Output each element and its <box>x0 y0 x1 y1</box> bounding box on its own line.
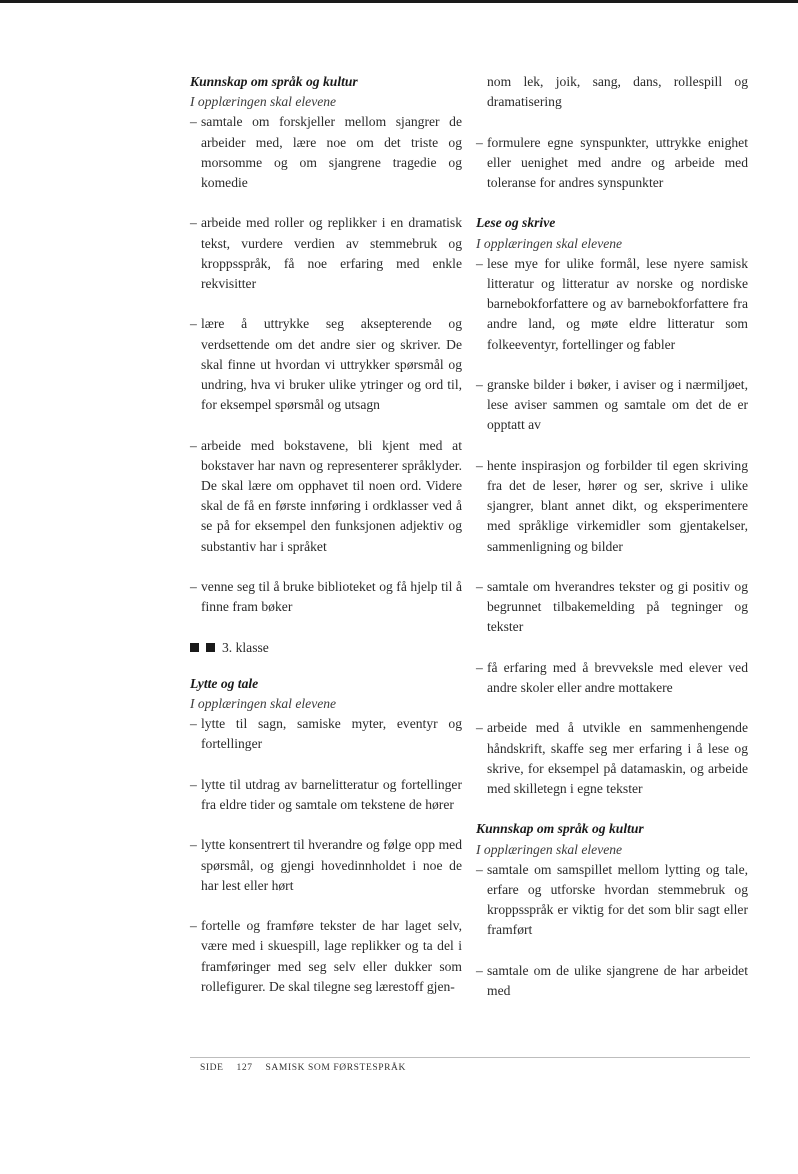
section-subheading: I opplæringen skal elevene <box>476 841 623 857</box>
continued-text: nom lek, joik, sang, dans, rollespill og dramatisering <box>487 74 748 110</box>
list-item: – arbeide med roller og replikker i en dramatisk tekst, vurdere verdien av stemmebruk og kroppsspråk, få noe erfaring med enkle rekvisitter <box>190 213 462 294</box>
list-item: – lytte til sagn, samiske myter, eventyr og fortellinger <box>190 714 462 754</box>
list-item: – hente inspirasjon og forbilder til egen skriving fra det de leser, hører og ser, skrive i ulike sjangrer, blant annet dikt, og eksperimentere med språklige virkemidler som gjentakelser, sammenligning og bilder <box>476 456 748 557</box>
list-item: – lytte til utdrag av barnelitteratur og fortellinger fra eldre tider og samtale om tekstene de hører <box>190 775 462 815</box>
section-subheading: I opplæringen skal elevene <box>476 235 623 251</box>
top-border-line <box>0 0 798 3</box>
left-column <box>190 72 462 997</box>
list-item: – lære å uttrykke seg aksepterende og verdsettende om det andre sier og skriver. De skal finne ut hvordan vi uttrykker spørsmål og undring, hva vi bruker ulike ytringer og ord til, for eksempel spørsmål og utsagn <box>190 314 462 415</box>
square-bullet-icon <box>190 643 199 652</box>
section-subheading: I opplæringen skal elevene <box>190 696 337 712</box>
grade-heading <box>190 638 462 658</box>
list-item: – lytte konsentrert til hverandre og følge opp med spørsmål, og gjengi hovedinnholdet i noe de har lest eller hørt <box>190 835 462 896</box>
right-column <box>476 72 748 1001</box>
list-item: – arbeide med å utvikle en sammenhengende håndskrift, skaffe seg mer erfaring i å lese og skrive, for eksempel på datamaskin, og arbeide med skilletegn i egne tekster <box>476 718 748 799</box>
list-item: – samtale om forskjeller mellom sjangrer de arbeider med, lære noe om det triste og morsomme og om sjangrene tragedie og komedie <box>190 112 462 193</box>
list-item: – få erfaring med å brevveksle med elever ved andre skoler eller andre mottakere <box>476 658 748 698</box>
page-footer <box>200 1063 416 1073</box>
section-subheading: I opplæringen skal elevene <box>190 94 337 110</box>
list-item: – venne seg til å bruke biblioteket og få hjelp til å finne fram bøker <box>190 577 462 617</box>
footer-title: SAMISK SOM FØRSTESPRÅK <box>265 1063 406 1073</box>
section-heading: Lese og skrive <box>476 215 556 231</box>
section-heading: Kunnskap om språk og kultur <box>476 821 644 837</box>
list-item: – fortelle og framføre tekster de har laget selv, være med i skuespill, lage replikker og ta del i framføringer med seg selv eller dukker som rollefigurer. De skal tilegne seg lærestoff gjen- <box>190 916 462 997</box>
page-number: 127 <box>236 1063 253 1073</box>
list-item: – formulere egne synspunkter, uttrykke enighet eller uenighet med andre og arbeide med toleranse for andres synspunkter <box>476 133 748 194</box>
section-heading: Kunnskap om språk og kultur <box>190 74 358 89</box>
list-item: – arbeide med bokstavene, bli kjent med at bokstaver har navn og representerer språklyder. De skal lære om opphavet til noen ord. Videre skal de få en første innføring i ordklasser ved å se på for eksempel den funksjonen adjektiv og substantiv har i språket <box>190 436 462 557</box>
list-item: – samtale om hverandres tekster og gi positiv og begrunnet tilbakemelding på tegninger og tekster <box>476 577 748 638</box>
footer-divider <box>190 1057 750 1058</box>
footer-side-label: SIDE <box>200 1063 224 1073</box>
list-item: – samtale om de ulike sjangrene de har arbeidet med <box>476 961 748 1001</box>
grade-label: 3. klasse <box>222 639 269 655</box>
list-item: – lese mye for ulike formål, lese nyere samisk litteratur og litteratur av norske og nordiske barnebokforfattere og av barnebokforfattere fra andre land, og møte eldre litteratur som folkeeventyr, fortellinger og fabler <box>476 254 748 355</box>
list-item: – granske bilder i bøker, i aviser og i nærmiljøet, lese aviser sammen og samtale om det de er opptatt av <box>476 375 748 436</box>
square-bullet-icon <box>206 643 215 652</box>
list-item: – samtale om samspillet mellom lytting og tale, erfare og utforske hvordan stemmebruk og kroppsspråk er viktig for det som blir sagt eller framført <box>476 860 748 941</box>
section-heading: Lytte og tale <box>190 675 259 691</box>
